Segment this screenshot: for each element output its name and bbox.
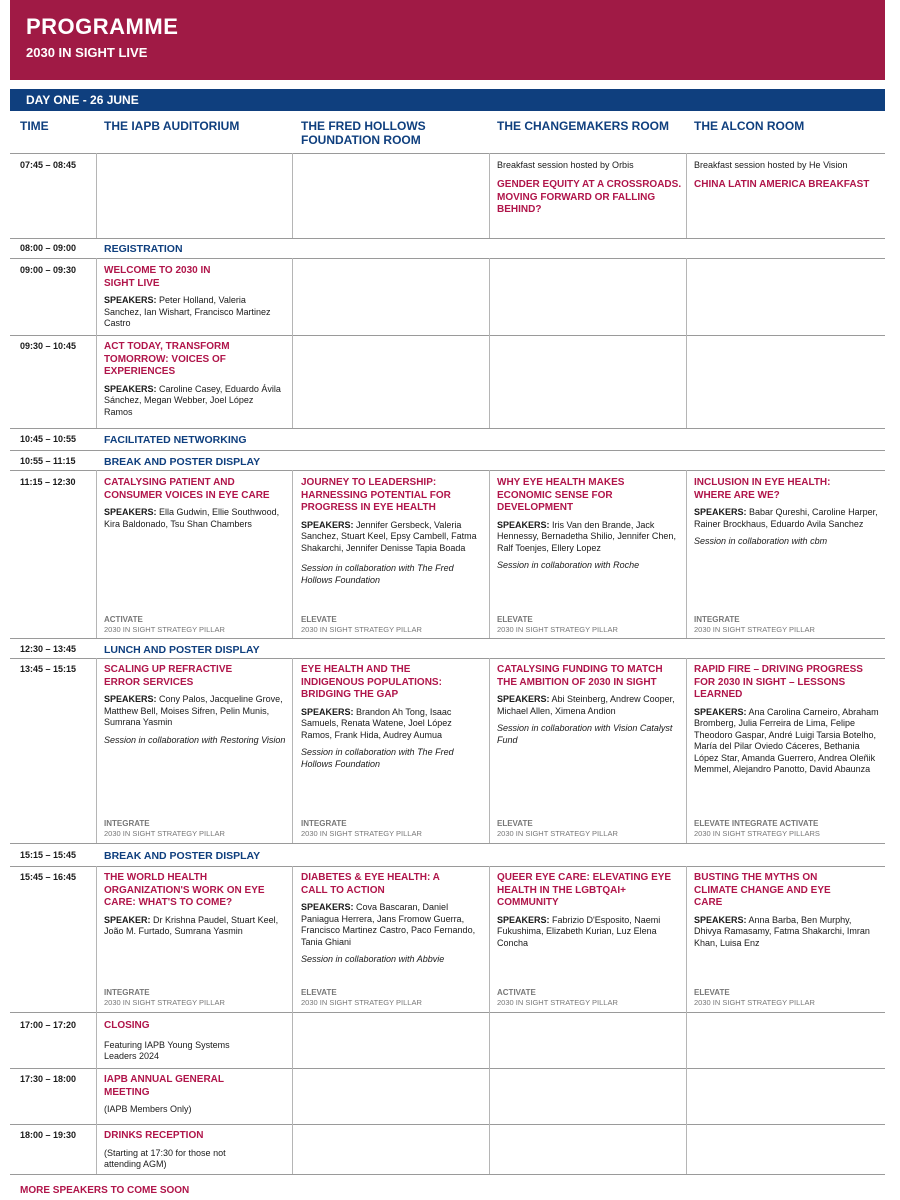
session-queer-eye-care [497, 872, 681, 949]
session-collaboration: Session in collaboration with Abbvie [301, 954, 445, 964]
strategy-pillar: ELEVATE 2030 IN SIGHT STRATEGY PILLAR [301, 988, 422, 1007]
col-divider [686, 658, 687, 843]
time-slot: 18:00 – 19:30 [20, 1130, 77, 1140]
session-speakers: SPEAKERS: Cova Bascaran, Daniel Paniagua Herrera, Jans Fromow Guerra, Francisco Martinez Castro, Paco Fernando, Tania Ghiani [301, 902, 476, 947]
session-speakers: SPEAKERS: Ella Gudwin, Ellie Southwood, Kira Baldonado, Tsu Shan Chambers [104, 507, 280, 529]
session-speakers: SPEAKERS: Iris Van den Brande, Jack Hennessy, Bernadetha Shilio, Jennifer Chen, Ralf Toenjes, Ellery Lopez [497, 519, 676, 553]
row-divider [10, 638, 885, 639]
strategy-pillar: ELEVATE 2030 IN SIGHT STRATEGY PILLAR [301, 615, 422, 634]
strategy-pillar: ACTIVATE 2030 IN SIGHT STRATEGY PILLAR [104, 615, 225, 634]
session-title: EYE HEALTH AND THE INDIGENOUS POPULATIONS: BRIDGING THE GAP [301, 664, 442, 700]
strategy-pillar: INTEGRATE 2030 IN SIGHT STRATEGY PILLAR [104, 819, 225, 838]
session-speakers: SPEAKERS: Peter Holland, Valeria Sanchez, Ian Wishart, Francisco Martinez Castro [104, 295, 271, 328]
time-slot: 09:00 – 09:30 [20, 265, 77, 275]
row-divider [10, 238, 885, 239]
time-slot: 07:45 – 08:45 [20, 160, 77, 170]
break-label: BREAK AND POSTER DISPLAY [104, 456, 261, 468]
session-drinks [104, 1130, 264, 1170]
session-subtitle: (IAPB Members Only) [104, 1104, 192, 1114]
row-divider [10, 1174, 885, 1175]
session-speakers: SPEAKERS: Anna Barba, Ben Murphy, Dhivya Ramasamy, Fatma Shakarchi, Imran Khan, Luisa Enz [694, 914, 870, 948]
row-divider [10, 335, 885, 336]
session-breakfast-orbis [497, 160, 682, 217]
col-divider [292, 153, 293, 238]
col-divider [489, 658, 490, 843]
session-title: THE WORLD HEALTH ORGANIZATION'S WORK ON EYE CARE: WHAT'S TO COME? [104, 872, 265, 908]
session-title: QUEER EYE CARE: ELEVATING EYE HEALTH IN THE LGBTQAI+ COMMUNITY [497, 872, 672, 908]
session-title: SCALING UP REFRACTIVE ERROR SERVICES [104, 664, 233, 688]
session-speakers: SPEAKERS: Babar Qureshi, Caroline Harper, Rainer Brockhaus, Eduardo Avila Sanchez [694, 507, 878, 529]
session-journey-to-leadership [301, 477, 483, 586]
session-title: DIABETES & EYE HEALTH: A CALL TO ACTION [301, 872, 440, 896]
col-divider [292, 658, 293, 843]
time-slot: 13:45 – 15:15 [20, 664, 77, 674]
col-header-iapb-auditorium: THE IAPB AUDITORIUM [104, 119, 240, 133]
session-collaboration: Session in collaboration with The Fred Hollows Foundation [301, 563, 454, 585]
session-speakers: SPEAKERS: Caroline Casey, Eduardo Ávila Sánchez, Megan Webber, Joel López Ramos [104, 383, 281, 417]
session-breakfast-he-vision [694, 160, 879, 192]
strategy-pillar: INTEGRATE 2030 IN SIGHT STRATEGY PILLAR [104, 988, 225, 1007]
session-indigenous-populations [301, 664, 483, 770]
col-divider [292, 866, 293, 1174]
col-divider [292, 470, 293, 638]
col-divider [489, 153, 490, 238]
time-slot: 17:00 – 17:20 [20, 1020, 77, 1030]
session-speakers: SPEAKER: Dr Krishna Paudel, Stuart Keel, João M. Furtado, Sumrana Yasmin [104, 914, 279, 936]
row-divider [10, 428, 885, 429]
strategy-pillar: ELEVATE 2030 IN SIGHT STRATEGY PILLAR [497, 615, 618, 634]
col-header-fred-hollows-room: THE FRED HOLLOWS FOUNDATION ROOM [301, 119, 426, 147]
session-title: GENDER EQUITY AT A CROSSROADS. MOVING FORWARD OR FALLING BEHIND? [497, 179, 682, 215]
session-who-eye-care [104, 872, 288, 938]
session-title: IAPB ANNUAL GENERAL MEETING [104, 1074, 224, 1098]
session-title: JOURNEY TO LEADERSHIP: HARNESSING POTENTIAL FOR PROGRESS IN EYE HEALTH [301, 477, 451, 513]
col-divider [96, 658, 97, 843]
session-title: RAPID FIRE – DRIVING PROGRESS FOR 2030 IN SIGHT – LESSONS LEARNED [694, 664, 863, 700]
programme-title: PROGRAMME [26, 14, 179, 39]
session-collaboration: Session in collaboration with cbm [694, 536, 828, 546]
session-speakers: SPEAKERS: Brandon Ah Tong, Isaac Samuels, Renata Watene, Joel López Ramos, Frank Hida, Audrey Aumua [301, 706, 452, 740]
row-divider [10, 450, 885, 451]
col-divider [96, 866, 97, 1174]
col-divider [489, 258, 490, 428]
networking-label: FACILITATED NETWORKING [104, 434, 247, 446]
col-divider [489, 470, 490, 638]
session-collaboration: Session in collaboration with Restoring Vision [104, 734, 286, 745]
session-inclusion-eye-health [694, 477, 878, 548]
session-host: Breakfast session hosted by He Vision [694, 160, 848, 170]
session-title: CATALYSING PATIENT AND CONSUMER VOICES IN EYE CARE [104, 477, 270, 501]
session-catalysing-funding [497, 664, 681, 746]
col-divider [686, 153, 687, 238]
break-label: BREAK AND POSTER DISPLAY [104, 850, 261, 862]
col-divider [686, 470, 687, 638]
col-divider [686, 258, 687, 428]
session-rapid-fire [694, 664, 880, 776]
more-speakers-note: MORE SPEAKERS TO COME SOON [20, 1185, 190, 1196]
session-title: INCLUSION IN EYE HEALTH: WHERE ARE WE? [694, 477, 831, 501]
strategy-pillar: ACTIVATE 2030 IN SIGHT STRATEGY PILLAR [497, 988, 618, 1007]
strategy-pillar: ELEVATE 2030 IN SIGHT STRATEGY PILLAR [497, 819, 618, 838]
row-divider [10, 866, 885, 867]
day-banner: DAY ONE - 26 JUNE [10, 89, 885, 111]
col-divider [96, 470, 97, 638]
session-subtitle: (Starting at 17:30 for those not attending AGM) [104, 1147, 226, 1169]
time-slot: 10:55 – 11:15 [20, 456, 76, 466]
session-title: CATALYSING FUNDING TO MATCH THE AMBITION OF 2030 IN SIGHT [497, 664, 663, 688]
session-title: WELCOME TO 2030 IN SIGHT LIVE [104, 265, 211, 289]
session-economic-sense [497, 477, 681, 572]
session-closing [104, 1020, 264, 1062]
col-divider [96, 153, 97, 238]
row-divider [10, 1124, 885, 1125]
session-collaboration: Session in collaboration with The Fred Hollows Foundation [301, 747, 454, 769]
session-title: BUSTING THE MYTHS ON CLIMATE CHANGE AND EYE CARE [694, 872, 831, 908]
session-refractive-error [104, 664, 286, 746]
session-subtitle: Featuring IAPB Young Systems Leaders 2024 [104, 1039, 230, 1061]
session-diabetes-eye-health [301, 872, 483, 966]
strategy-pillar: ELEVATE INTEGRATE ACTIVATE 2030 IN SIGHT STRATEGY PILLARS [694, 819, 820, 838]
registration-label: REGISTRATION [104, 243, 183, 255]
programme-header [10, 0, 885, 80]
time-slot: 12:30 – 13:45 [20, 644, 77, 654]
col-divider [96, 258, 97, 428]
programme-subtitle: 2030 IN SIGHT LIVE [26, 45, 148, 60]
col-divider [489, 866, 490, 1174]
session-speakers: SPEAKERS: Abi Steinberg, Andrew Cooper, Michael Allen, Ximena Andion [497, 694, 675, 716]
session-title: DRINKS RECEPTION [104, 1130, 204, 1141]
row-divider [10, 1012, 885, 1013]
strategy-pillar: ELEVATE 2030 IN SIGHT STRATEGY PILLAR [694, 988, 815, 1007]
time-slot: 15:15 – 15:45 [20, 850, 77, 860]
col-divider [686, 866, 687, 1174]
strategy-pillar: INTEGRATE 2030 IN SIGHT STRATEGY PILLAR [694, 615, 815, 634]
col-divider [292, 258, 293, 428]
session-welcome [104, 265, 284, 330]
row-divider [10, 258, 885, 259]
col-header-alcon-room: THE ALCON ROOM [694, 119, 805, 133]
session-climate-change [694, 872, 878, 949]
row-divider [10, 1068, 885, 1069]
row-divider [10, 658, 885, 659]
row-divider [10, 470, 885, 471]
session-host: Breakfast session hosted by Orbis [497, 160, 634, 170]
time-slot: 15:45 – 16:45 [20, 872, 77, 882]
row-divider [10, 843, 885, 844]
time-slot: 10:45 – 10:55 [20, 434, 77, 444]
session-title: CHINA LATIN AMERICA BREAKFAST [694, 179, 870, 190]
row-divider [10, 153, 885, 154]
session-title: ACT TODAY, TRANSFORM TOMORROW: VOICES OF EXPERIENCES [104, 341, 230, 377]
session-speakers: SPEAKERS: Ana Carolina Carneiro, Abraham Bromberg, Julia Ferreira de Lima, Felipe Theodoro Gaspar, André Luigi Tarsia Botelho, María del Pilar Oviedo Cáceres, Bethania López Star, Amanda Guerrero, Andrea Oleñik Memmel, Alejandro Panotto, David Abaunza [694, 706, 879, 774]
lunch-label: LUNCH AND POSTER DISPLAY [104, 644, 260, 656]
session-agm [104, 1074, 264, 1115]
session-speakers: SPEAKERS: Cony Palos, Jacqueline Grove, Matthew Bell, Moises Sifren, Pelin Munis, Sumrana Yasmin [104, 694, 283, 727]
col-header-time: TIME [20, 119, 49, 133]
session-collaboration: Session in collaboration with Roche [497, 560, 640, 570]
session-title: CLOSING [104, 1020, 150, 1031]
time-slot: 11:15 – 12:30 [20, 477, 76, 487]
session-speakers: SPEAKERS: Fabrizio D'Esposito, Naemi Fukushima, Elizabeth Kurian, Luz Elena Concha [497, 914, 661, 948]
time-slot: 17:30 – 18:00 [20, 1074, 77, 1084]
strategy-pillar: INTEGRATE 2030 IN SIGHT STRATEGY PILLAR [301, 819, 422, 838]
session-speakers: SPEAKERS: Jennifer Gersbeck, Valeria Sanchez, Stuart Keel, Epsy Cambell, Fatma Shakarchi, Jennifer Denisse Tapia Boada [301, 519, 477, 553]
session-act-today [104, 341, 284, 418]
col-header-changemakers-room: THE CHANGEMAKERS ROOM [497, 119, 670, 133]
time-slot: 08:00 – 09:00 [20, 243, 77, 253]
session-catalysing-patient-voices [104, 477, 286, 530]
session-title: WHY EYE HEALTH MAKES ECONOMIC SENSE FOR DEVELOPMENT [497, 477, 625, 513]
time-slot: 09:30 – 10:45 [20, 341, 77, 351]
session-collaboration: Session in collaboration with Vision Catalyst Fund [497, 723, 673, 745]
